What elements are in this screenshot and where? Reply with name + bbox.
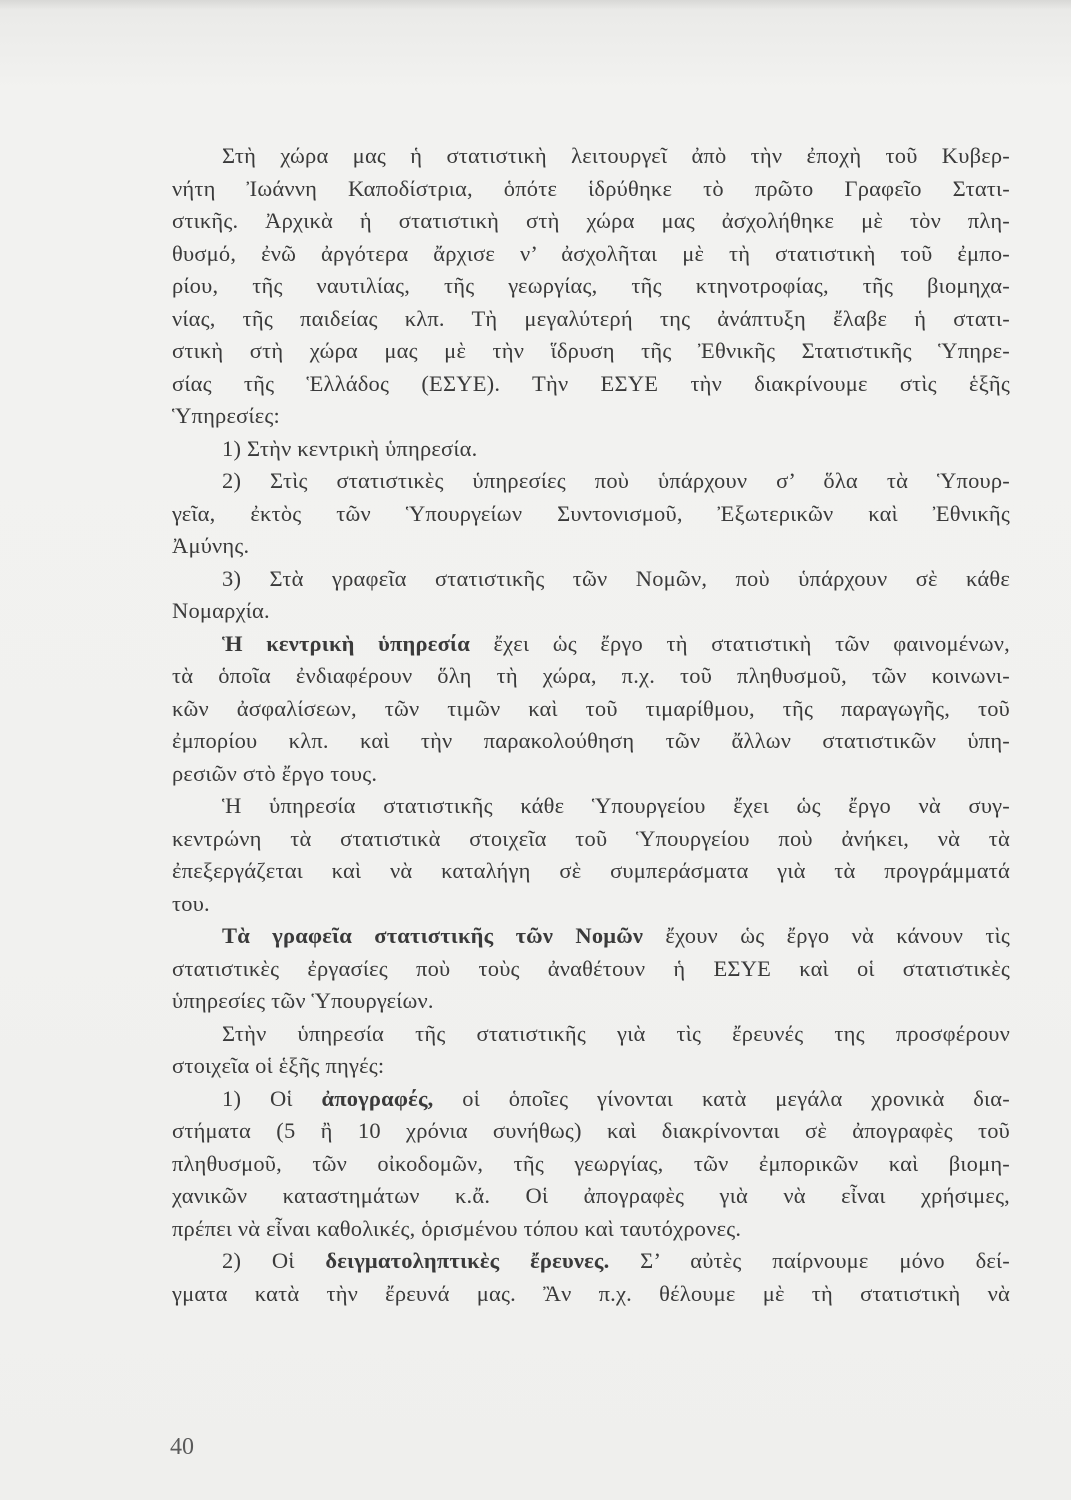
text-line [172,400,1010,433]
text-line-content: ἔχουν ὡς ἔργο νὰ κάνουν τὶς [643,923,1010,948]
text-line [172,303,1010,336]
text-line [172,725,1010,758]
text-line-content: στικὴ στὴ χώρα μας μὲ τὴν ἵδρυση τῆς Ἐθνικῆς Στατιστικῆς Ὑπηρε- [172,338,1010,363]
text-line-content: Στὴ χώρα μας ἡ στατιστικὴ λειτουργεῖ ἀπὸ τὴν ἐποχὴ τοῦ Κυβερ- [222,143,1010,168]
text-line-content: στήματα (5 ἢ 10 χρόνια συνήθως) καὶ διακρίνονται σὲ ἀπογραφὲς τοῦ [172,1118,1010,1143]
text-line-content: στοιχεῖα οἱ ἑξῆς πηγές: [172,1053,385,1078]
text-line [172,953,1010,986]
text-line [172,433,1010,466]
text-line [172,595,1010,628]
text-line [172,1050,1010,1083]
text-line-content: νήτη Ἰωάννη Καποδίστρια, ὁπότε ἱδρύθηκε τὸ πρῶτο Γραφεῖο Στατι- [172,175,1010,201]
text-line [172,1245,1010,1278]
text-line-content: ὑπηρεσίες τῶν Ὑπουργείων. [172,988,434,1013]
text-line-content: τὰ ὁποῖα ἐνδιαφέρουν ὅλη τὴ χώρα, π.χ. τοῦ πληθυσμοῦ, τῶν κοινωνι- [172,663,1010,688]
text-line-content: γματα κατὰ τὴν ἔρευνά μας. Ἂν π.χ. θέλουμε μὲ τὴ στατιστικὴ νὰ [172,1280,1010,1306]
text-line-content: ρεσιῶν στὸ ἔργο τους. [172,760,378,786]
body-text [172,140,1010,1310]
text-line-content: θυσμό, ἐνῶ ἀργότερα ἄρχισε ν’ ἀσχολῆται μὲ τὴ στατιστικὴ τοῦ ἐμπο- [172,240,1010,266]
text-line [172,920,1010,953]
text-line [172,1115,1010,1148]
text-line-content: ἐμπορίου κλπ. καὶ τὴν παρακολούθηση τῶν ἄλλων στατιστικῶν ὑπη- [172,728,1010,753]
text-line-prefix: 2) Οἱ [222,1248,326,1273]
text-line [172,368,1010,401]
text-line-content: 1) Στὴν κεντρικὴ ὑπηρεσία. [222,435,478,461]
text-line-content: στατιστικὲς ἐργασίες ποὺ τοὺς ἀναθέτουν ἡ ΕΣΥΕ καὶ οἱ στατιστικὲς [172,955,1010,981]
text-line [172,335,1010,368]
text-line-content: του. [172,890,210,916]
text-line [172,1180,1010,1213]
text-line [172,270,1010,303]
text-line [172,465,1010,498]
text-line [172,855,1010,888]
text-line [172,628,1010,661]
text-line-content: κῶν ἀσφαλίσεων, τῶν τιμῶν καὶ τοῦ τιμαρίθμου, τῆς παραγωγῆς, τοῦ [172,695,1010,721]
text-line-content: οἱ ὁποῖες γίνονται κατὰ μεγάλα χρονικὰ δια- [433,1085,1010,1111]
text-line-content: ρίου, τῆς ναυτιλίας, τῆς γεωργίας, τῆς κτηνοτροφίας, τῆς βιομηχα- [172,273,1010,298]
text-line-content: Νομαρχία. [172,598,270,623]
text-line-content: ἔχει ὡς ἔργο τὴ στατιστικὴ τῶν φαινομένων, [469,630,1010,656]
bold-term: δειγματοληπτικὲς ἔρευνες. [325,1248,610,1273]
page-top-edge [0,0,1071,10]
text-line-content: κεντρώνη τὰ στατιστικὰ στοιχεῖα τοῦ Ὑπουργείου ποὺ ἀνήκει, νὰ τὰ [172,825,1010,851]
text-line-content: Ἡ ὑπηρεσία στατιστικῆς κάθε Ὑπουργείου ἔχει ὡς ἔργο νὰ συγ- [222,793,1010,818]
text-line-content: ἐπεξεργάζεται καὶ νὰ καταλήγη σὲ συμπεράσματα γιὰ τὰ προγράμματά [172,858,1010,883]
text-line [172,238,1010,271]
text-line-content: γεῖα, ἐκτὸς τῶν Ὑπουργείων Συντονισμοῦ, Ἐξωτερικῶν καὶ Ἐθνικῆς [172,500,1010,526]
bold-term: ἀπογραφές, [321,1085,434,1111]
text-line [172,173,1010,206]
text-line-prefix: 1) Οἱ [222,1085,322,1111]
text-line [172,1148,1010,1181]
text-line-content: σίας τῆς Ἑλλάδος (ΕΣΥΕ). Τὴν ΕΣΥΕ τὴν διακρίνουμε στὶς ἑξῆς [172,370,1010,396]
text-line [172,140,1010,173]
text-line [172,530,1010,563]
text-line [172,985,1010,1018]
text-line-content: 2) Στὶς στατιστικὲς ὑπηρεσίες ποὺ ὑπάρχουν σ’ ὅλα τὰ Ὑπουρ- [222,468,1010,493]
text-line [172,563,1010,596]
bold-term: Ἡ κεντρικὴ ὑπηρεσία [222,630,470,656]
text-line-content: Ἀμύνης. [172,533,250,558]
text-line-content: Σ’ αὐτὲς παίρνουμε μόνο δεί- [609,1248,1010,1273]
text-line-content: Στὴν ὑπηρεσία τῆς στατιστικῆς γιὰ τὶς ἔρευνές της προσφέρουν [222,1020,1010,1046]
text-line-content: χανικῶν καταστημάτων κ.ἄ. Οἱ ἀπογραφὲς γιὰ νὰ εἶναι χρήσιμες, [172,1183,1010,1208]
page-number: 40 [170,1434,194,1460]
text-line-content: Ὑπηρεσίες: [172,403,280,428]
text-line [172,1083,1010,1116]
text-line [172,823,1010,856]
text-line-content: 3) Στὰ γραφεῖα στατιστικῆς τῶν Νομῶν, ποὺ ὑπάρχουν σὲ κάθε [222,565,1010,591]
bold-term: Τὰ γραφεῖα στατιστικῆς τῶν Νομῶν [222,923,644,948]
text-line [172,693,1010,726]
text-line [172,790,1010,823]
text-line-content: νίας, τῆς παιδείας κλπ. Τὴ μεγαλύτερή της ἀνάπτυξη ἔλαβε ἡ στατι- [172,305,1010,331]
text-line-content: πρέπει νὰ εἶναι καθολικές, ὁρισμένου τόπου καὶ ταυτόχρονες. [172,1215,742,1241]
text-line [172,498,1010,531]
text-line [172,205,1010,238]
text-line [172,1213,1010,1246]
text-line [172,1018,1010,1051]
text-line [172,1278,1010,1311]
text-line [172,888,1010,921]
text-line-content: στικῆς. Ἀρχικὰ ἡ στατιστικὴ στὴ χώρα μας ἀσχολήθηκε μὲ τὸν πλη- [172,208,1010,233]
text-line [172,660,1010,693]
text-line-content: πληθυσμοῦ, τῶν οἰκοδομῶν, τῆς γεωργίας, τῶν ἐμπορικῶν καὶ βιομη- [172,1150,1010,1176]
text-line [172,758,1010,791]
